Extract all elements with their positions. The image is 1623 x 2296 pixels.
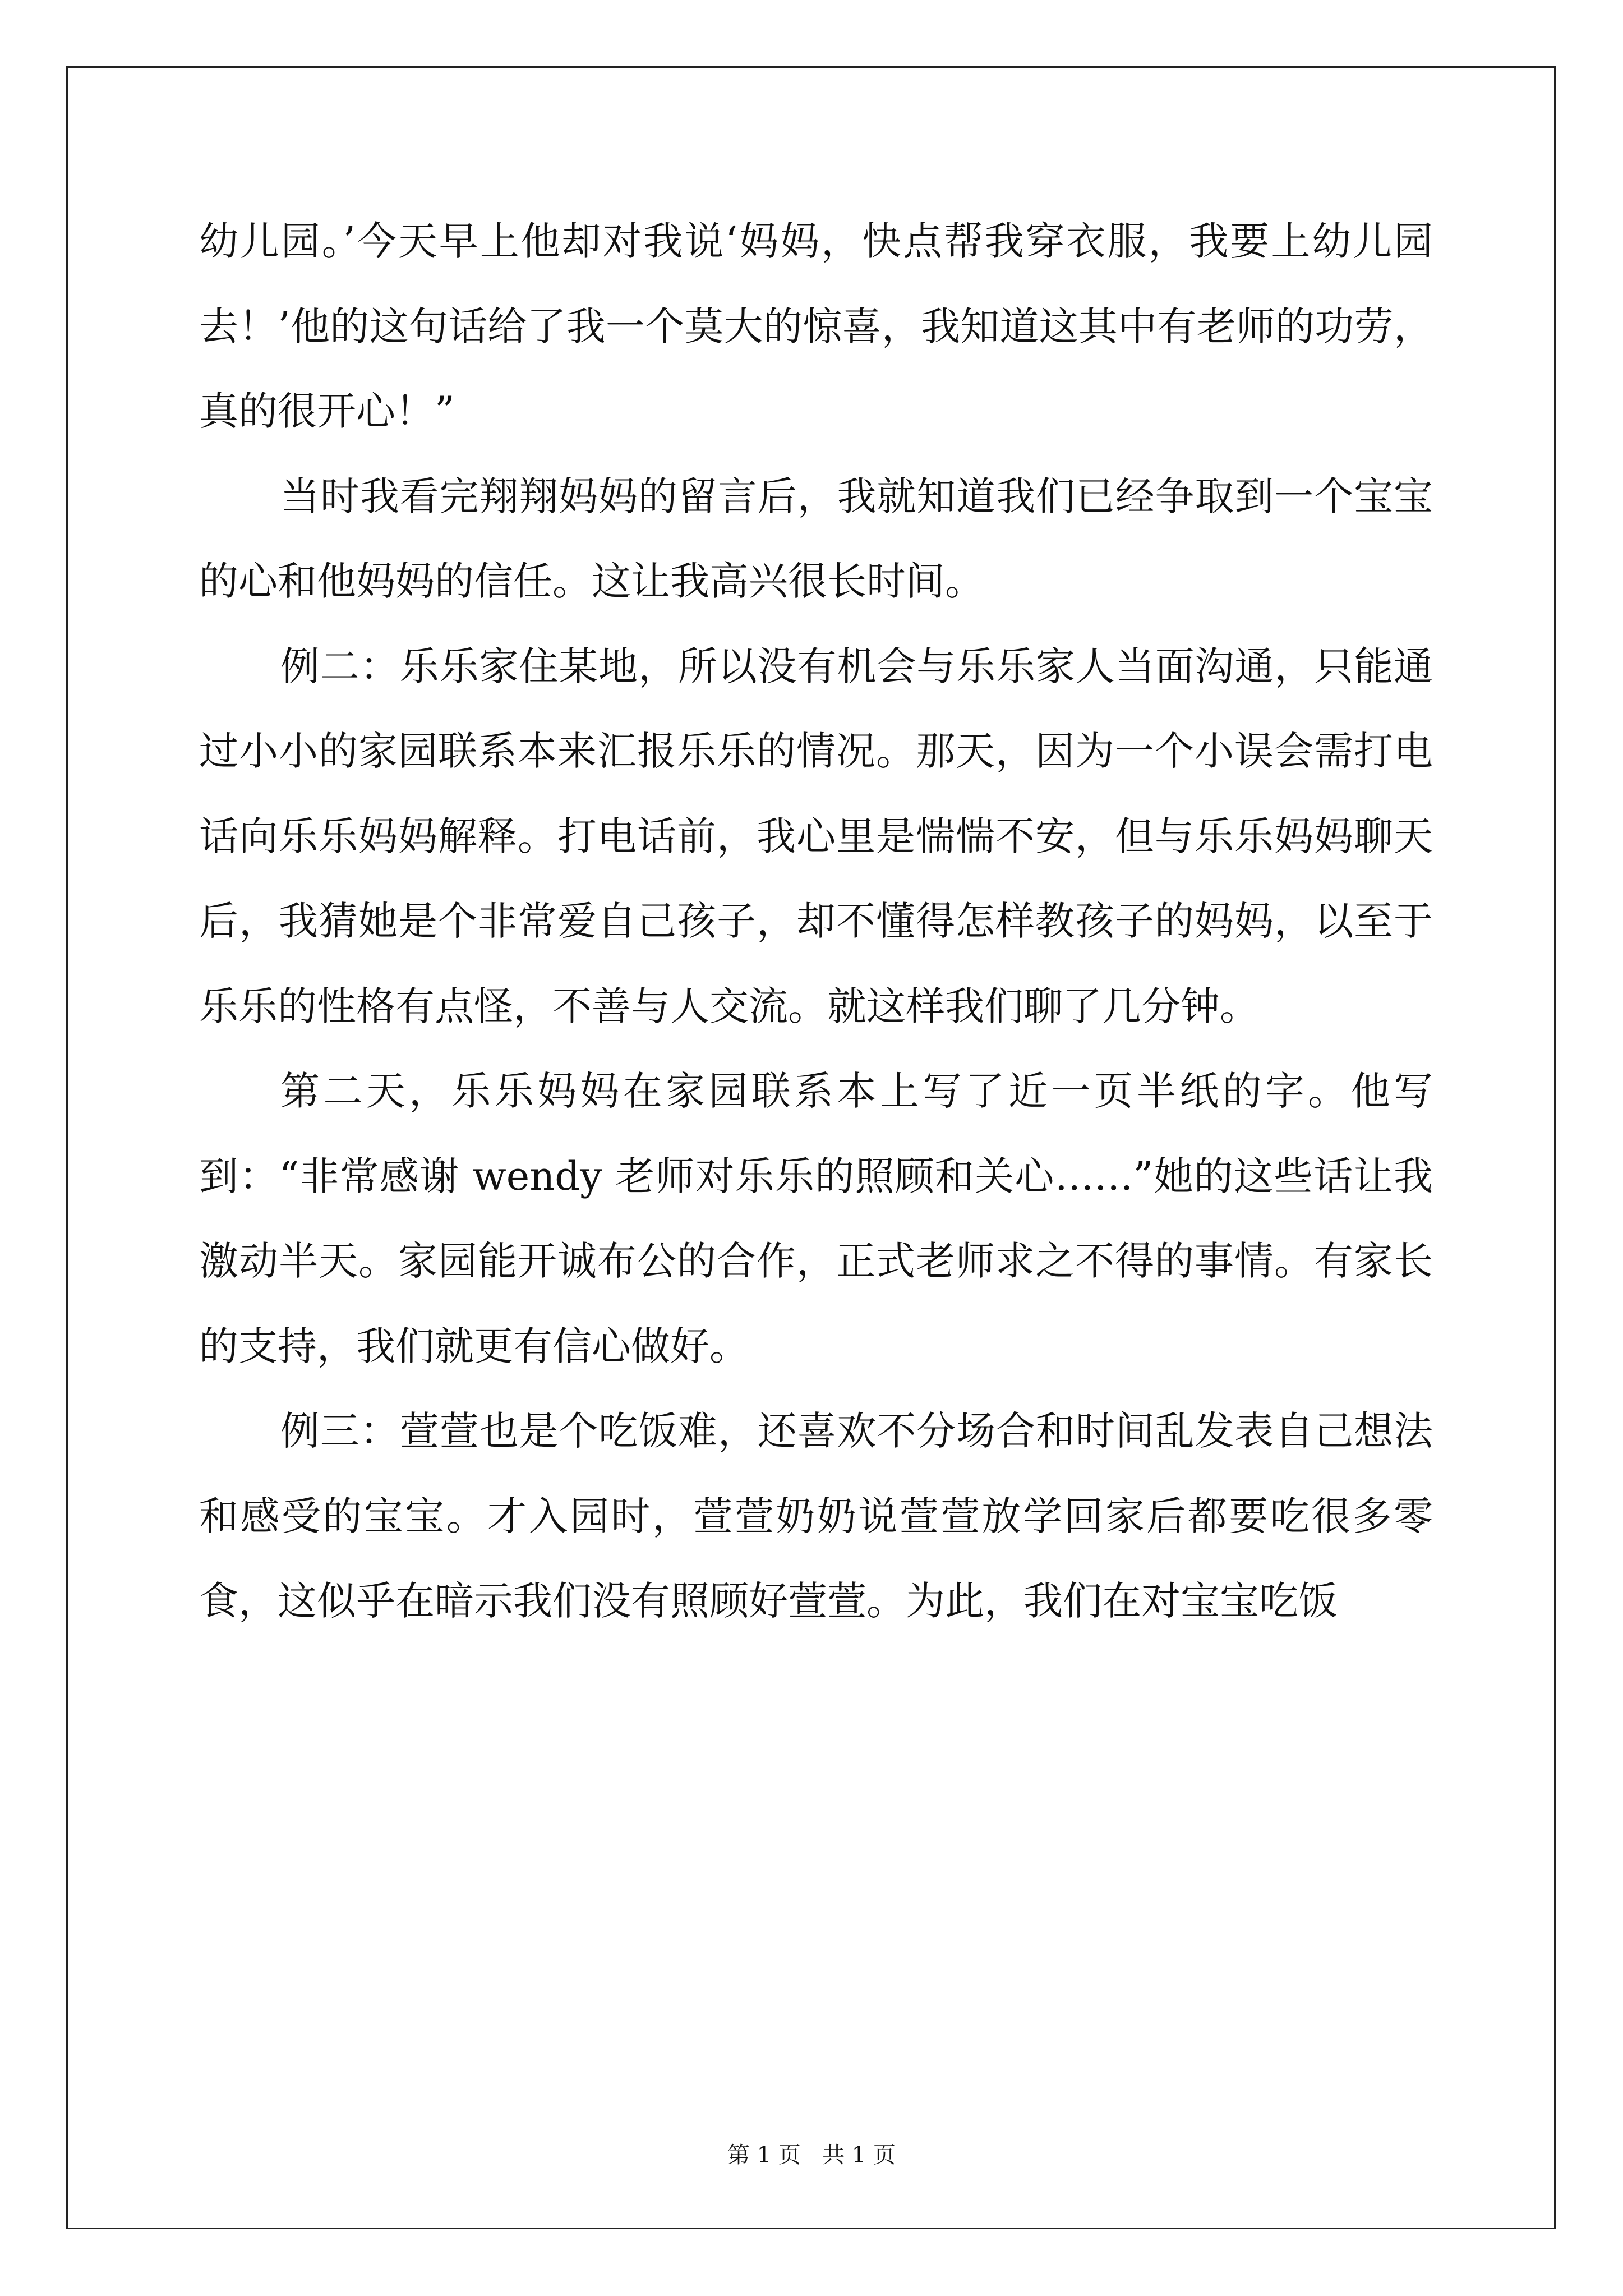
- paragraph-5: 例三：萱萱也是个吃饭难，还喜欢不分场合和时间乱发表自己想法和感受的宝宝。才入园时，萱萱奶奶说萱萱放学回家后都要吃很多零食，这似乎在暗示我们没有照顾好萱萱。为此，我们在对宝宝吃饭: [199, 1408, 1433, 1624]
- paragraph-3: 例二：乐乐家住某地，所以没有机会与乐乐家人当面沟通，只能通过小小的家园联系本来汇报乐乐的情况。那天，因为一个小误会需打电话向乐乐妈妈解释。打电话前，我心里是惴惴不安，但与乐乐妈妈聊天后，我猜她是个非常爱自己孩子，却不懂得怎样教孩子的妈妈，以至于乐乐的性格有点怪，不善与人交流。就这样我们聊了几分钟。: [199, 643, 1433, 1029]
- document-body: [199, 199, 1433, 1644]
- paragraph-1: 幼儿园。’今天早上他却对我说‘妈妈，快点帮我穿衣服，我要上幼儿园去！’他的这句话给了我一个莫大的惊喜，我知道这其中有老师的功劳，真的很开心！”: [199, 218, 1433, 434]
- page-footer: 第 1 页 共 1 页: [727, 2142, 896, 2168]
- paragraph-4: 第二天，乐乐妈妈在家园联系本上写了近一页半纸的字。他写到：“非常感谢 wendy 老师对乐乐的照顾和关心……”她的这些话让我激动半天。家园能开诚布公的合作，正式老师求之不得的事情。有家长的支持，我们就更有信心做好。: [199, 1068, 1433, 1369]
- paragraph-2: 当时我看完翔翔妈妈的留言后，我就知道我们已经争取到一个宝宝的心和他妈妈的信任。这让我高兴很长时间。: [199, 473, 1433, 604]
